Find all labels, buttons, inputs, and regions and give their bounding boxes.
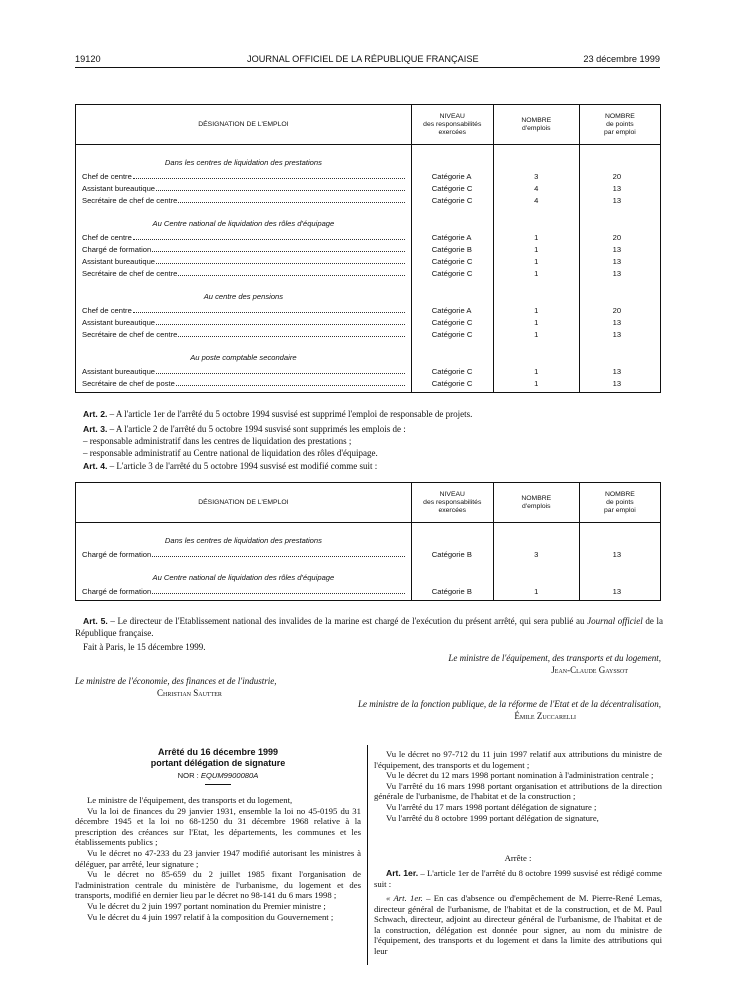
emploi-cell — [76, 231, 412, 243]
emploi-cell — [76, 182, 412, 194]
nombre-points-cell: 20 — [579, 304, 660, 316]
col-nombre-points-l2: de points — [606, 120, 634, 128]
emploi-label: Assistant bureautique — [82, 366, 156, 376]
bottom-spacer-cell — [579, 597, 660, 601]
section-title: Au Centre national de liquidation des rôles d'équipage — [76, 206, 412, 231]
minister-3-name: Émile Zuccarelli — [514, 711, 576, 721]
emploi-cell — [76, 255, 412, 267]
section-title: Au Centre national de liquidation des rôles d'équipage — [76, 560, 412, 585]
table-bottom-spacer — [76, 597, 661, 601]
emplois-table-2 — [75, 482, 661, 601]
bottom-spacer-cell — [493, 597, 579, 601]
arrete-title — [75, 747, 361, 768]
section-spacer — [411, 523, 493, 549]
emploi-label-wrap — [82, 232, 405, 243]
article-4 — [83, 461, 663, 473]
nombre-points-cell: 13 — [579, 328, 660, 340]
niveau-cell: Catégorie C — [411, 316, 493, 328]
leader-dots — [133, 171, 405, 179]
emploi-label: Chargé de formation — [82, 549, 152, 559]
col-nombre-emplois — [493, 105, 579, 145]
arrete-article-1 — [374, 868, 662, 889]
emploi-cell — [76, 328, 412, 340]
nombre-emplois-cell: 4 — [493, 182, 579, 194]
leader-dots — [178, 329, 405, 337]
leader-dots — [133, 232, 405, 240]
col-nombre-points-l3: par emploi — [604, 128, 636, 136]
arrete-art1-text: – L'article 1er de l'arrêté du 8 octobre 1999 susvisé est rédigé comme suit : — [374, 868, 662, 889]
leader-dots — [178, 268, 405, 276]
arrete-right-column — [374, 749, 662, 823]
nombre-points-cell: 20 — [579, 170, 660, 182]
emploi-label: Secrétaire de chef de centre — [82, 268, 178, 278]
table-row — [76, 255, 661, 267]
emploi-label-wrap — [82, 317, 405, 328]
section-spacer — [411, 206, 493, 231]
t2-col-nombre-points-l3: par emploi — [604, 506, 636, 514]
art2-label: Art. 2. — [83, 409, 108, 419]
arrete-art1-label: Art. 1er. — [386, 868, 419, 878]
section-header — [76, 560, 661, 585]
t2-col-designation: DÉSIGNATION DE L'EMPLOI — [76, 483, 412, 523]
emploi-label: Chargé de formation — [82, 586, 152, 596]
section-spacer — [579, 340, 660, 365]
table-row — [76, 377, 661, 389]
section-spacer — [411, 340, 493, 365]
col-nombre-emplois-l1: NOMBRE — [521, 116, 552, 124]
art5-text-b: de la République française. — [75, 616, 664, 638]
emploi-label-wrap — [82, 195, 405, 206]
visa-paragraph: Vu le décret no 85-659 du 2 juillet 1985 fixant l'organisation de l'administration centrale du ministère de l'urbanisme, du logement et des transports, modifié en dernier lieu par le décret no 98-141 du 6 mars 1998 ; — [75, 869, 361, 901]
emploi-cell — [76, 548, 412, 560]
emploi-label-wrap — [82, 244, 405, 255]
table-1-body — [76, 145, 661, 393]
art2-text: – A l'article 1er de l'arrêté du 5 octobre 1994 susvisé est supprimé l'emploi de responsable de projets. — [107, 409, 473, 419]
visa-paragraph: Vu l'arrêté du 8 octobre 1999 portant délégation de signature, — [386, 812, 599, 823]
visa-paragraph: Vu le décret du 12 mars 1998 portant nomination à l'administration centrale ; — [386, 770, 654, 781]
nombre-points-cell: 13 — [579, 194, 660, 206]
emploi-cell — [76, 585, 412, 597]
art5-journal: Journal officiel — [587, 616, 643, 626]
nombre-points-cell: 13 — [579, 182, 660, 194]
emploi-cell — [76, 267, 412, 279]
issue-date: 23 décembre 1999 — [583, 54, 660, 64]
section-spacer — [493, 279, 579, 304]
niveau-cell: Catégorie C — [411, 194, 493, 206]
emploi-cell — [76, 365, 412, 377]
niveau-cell: Catégorie C — [411, 377, 493, 389]
emploi-label-wrap — [82, 329, 405, 340]
t2-col-nombre-emplois-l2: d'emplois — [522, 502, 551, 510]
leader-dots — [152, 549, 405, 557]
section-title: Au centre des pensions — [76, 279, 412, 304]
nombre-emplois-cell: 1 — [493, 328, 579, 340]
table-row — [76, 182, 661, 194]
emploi-label: Chef de centre — [82, 171, 132, 181]
nombre-emplois-cell: 1 — [493, 267, 579, 279]
leader-dots — [156, 256, 405, 264]
table-bottom-spacer — [76, 389, 661, 393]
section-spacer — [579, 523, 660, 549]
minister-1-title: Le ministre de l'équipement, des transports et du logement, — [448, 653, 661, 663]
emploi-label-wrap — [82, 305, 405, 316]
nombre-emplois-cell: 1 — [493, 304, 579, 316]
col-niveau-l1: NIVEAU — [439, 112, 465, 120]
emploi-label-wrap — [82, 256, 405, 267]
section-spacer — [411, 279, 493, 304]
visa-paragraph: Vu le décret no 97-712 du 11 juin 1997 relatif aux attributions du ministre de l'équipement, des transports et du logement ; — [374, 749, 662, 770]
minister-1-name: Jean-Claude Gayssot — [551, 665, 628, 675]
emploi-label-wrap — [82, 171, 405, 182]
nombre-points-cell: 13 — [579, 548, 660, 560]
visa-paragraph: Vu le décret du 2 juin 1997 portant nomination du Premier ministre ; — [87, 900, 326, 911]
emploi-label: Assistant bureautique — [82, 183, 156, 193]
arrete-art1-quote-label: « Art. 1er. — [386, 893, 423, 903]
emploi-label: Chargé de formation — [82, 244, 152, 254]
niveau-cell: Catégorie C — [411, 182, 493, 194]
art3-text: – A l'article 2 de l'arrêté du 5 octobre 1994 susvisé sont supprimés les emplois de : — [107, 424, 406, 434]
niveau-cell: Catégorie B — [411, 548, 493, 560]
emploi-label: Secrétaire de chef de centre — [82, 329, 178, 339]
t2-col-niveau-l2: des responsabilités — [423, 498, 482, 506]
t2-col-niveau — [411, 483, 493, 523]
emploi-cell — [76, 316, 412, 328]
emploi-label: Assistant bureautique — [82, 256, 156, 266]
t2-col-niveau-l1: NIVEAU — [439, 490, 465, 498]
section-spacer — [411, 145, 493, 171]
bottom-spacer-cell — [411, 597, 493, 601]
art4-label: Art. 4. — [83, 461, 108, 471]
nombre-emplois-cell: 1 — [493, 316, 579, 328]
leader-dots — [133, 305, 405, 313]
nombre-emplois-cell: 1 — [493, 585, 579, 597]
section-header — [76, 145, 661, 171]
col-nombre-points-l1: NOMBRE — [604, 112, 635, 120]
nombre-points-cell: 13 — [579, 365, 660, 377]
nombre-points-cell: 13 — [579, 267, 660, 279]
emploi-label-wrap — [82, 183, 405, 194]
article-3 — [83, 424, 663, 436]
column-divider — [367, 745, 368, 965]
niveau-cell: Catégorie C — [411, 267, 493, 279]
minister-2-name: Christian Sautter — [157, 688, 222, 698]
emploi-label: Chef de centre — [82, 305, 132, 315]
section-header — [76, 206, 661, 231]
leader-dots — [152, 586, 405, 594]
table-row — [76, 548, 661, 560]
art5-text-a: – Le directeur de l'Etablissement national des invalides de la marine est chargé de l'exécution du présent arrêté, qui sera publié au — [107, 616, 588, 626]
table-row — [76, 231, 661, 243]
emploi-label-wrap — [82, 378, 405, 389]
section-spacer — [493, 206, 579, 231]
table-2-body — [76, 523, 661, 601]
nombre-emplois-cell: 1 — [493, 377, 579, 389]
t2-col-nombre-points-l2: de points — [606, 498, 634, 506]
col-niveau-l3: exercées — [438, 128, 467, 136]
table-row — [76, 585, 661, 597]
arrete-article-1-quote — [374, 893, 662, 957]
art5-label: Art. 5. — [83, 616, 108, 626]
journal-title: JOURNAL OFFICIEL DE LA RÉPUBLIQUE FRANÇAISE — [247, 54, 479, 64]
niveau-cell: Catégorie B — [411, 585, 493, 597]
emploi-label-wrap — [82, 366, 405, 377]
niveau-cell: Catégorie C — [411, 328, 493, 340]
nombre-points-cell: 20 — [579, 231, 660, 243]
nombre-emplois-cell: 1 — [493, 255, 579, 267]
section-title: Dans les centres de liquidation des prestations — [76, 523, 412, 549]
section-spacer — [579, 560, 660, 585]
art4-text: – L'article 3 de l'arrêté du 5 octobre 1994 susvisé est modifié comme suit : — [107, 461, 378, 471]
arrete-left-column — [75, 795, 361, 922]
t2-col-nombre-points — [579, 483, 660, 523]
section-spacer — [493, 145, 579, 171]
minister-3-title: Le ministre de la fonction publique, de la réforme de l'Etat et de la décentralisation, — [357, 699, 661, 709]
nor-reference — [75, 771, 361, 780]
table-row — [76, 243, 661, 255]
section-title: Au poste comptable secondaire — [76, 340, 412, 365]
emploi-label: Secrétaire de chef de centre — [82, 195, 178, 205]
fait-a-paris: Fait à Paris, le 15 décembre 1999. — [83, 642, 206, 652]
art3-label: Art. 3. — [83, 424, 108, 434]
col-designation: DÉSIGNATION DE L'EMPLOI — [76, 105, 412, 145]
nombre-points-cell: 13 — [579, 377, 660, 389]
nombre-emplois-cell: 4 — [493, 194, 579, 206]
leader-dots — [152, 244, 405, 252]
t2-col-nombre-points-l1: NOMBRE — [604, 490, 635, 498]
nombre-points-cell: 13 — [579, 585, 660, 597]
nombre-points-cell: 13 — [579, 255, 660, 267]
visa-paragraph: Vu le décret du 4 juin 1997 relatif à la composition du Gouvernement ; — [87, 911, 334, 922]
bottom-spacer-cell — [76, 389, 412, 393]
section-header — [76, 523, 661, 549]
emploi-label-wrap — [82, 586, 405, 597]
section-spacer — [493, 560, 579, 585]
niveau-cell: Catégorie B — [411, 243, 493, 255]
leader-dots — [156, 366, 405, 374]
minister-2-title: Le ministre de l'économie, des finances et de l'industrie, — [75, 676, 277, 686]
table-row — [76, 304, 661, 316]
nombre-emplois-cell: 3 — [493, 548, 579, 560]
nor-label: NOR : — [177, 771, 201, 780]
section-header — [76, 279, 661, 304]
niveau-cell: Catégorie A — [411, 170, 493, 182]
table-row — [76, 267, 661, 279]
section-title: Dans les centres de liquidation des prestations — [76, 145, 412, 171]
article-2 — [83, 409, 663, 421]
emploi-cell — [76, 304, 412, 316]
niveau-cell: Catégorie C — [411, 365, 493, 377]
arrete-word: Arrête : — [504, 853, 532, 863]
col-nombre-points — [579, 105, 660, 145]
bottom-spacer-cell — [411, 389, 493, 393]
emploi-cell — [76, 377, 412, 389]
nombre-emplois-cell: 1 — [493, 365, 579, 377]
emploi-label: Secrétaire de chef de poste — [82, 378, 175, 388]
niveau-cell: Catégorie C — [411, 255, 493, 267]
nombre-points-cell: 13 — [579, 243, 660, 255]
leader-dots — [156, 317, 405, 325]
section-spacer — [411, 560, 493, 585]
arrete-art1-quote-text: – En cas d'absence ou d'empêchement de M. Pierre-René Lemas, directeur général de l'urbanisme, de l'habitat et de la construction, et de M. Paul Schwach, directeur, adjoint au directeur général de l'urbanisme, de l'habitat et de la construction, délégation est donnée pour signer, au nom du ministre de l'équipement, des transports et du logement et dans la limite des attributions qui leur — [374, 893, 662, 956]
nombre-emplois-cell: 1 — [493, 231, 579, 243]
emploi-cell — [76, 194, 412, 206]
bottom-spacer-cell — [493, 389, 579, 393]
t2-col-nombre-emplois-l1: NOMBRE — [521, 494, 552, 502]
t2-col-niveau-l3: exercées — [438, 506, 467, 514]
section-spacer — [579, 145, 660, 171]
bottom-spacer-cell — [76, 597, 412, 601]
table-row — [76, 328, 661, 340]
col-niveau — [411, 105, 493, 145]
table-row — [76, 194, 661, 206]
nombre-emplois-cell: 1 — [493, 243, 579, 255]
section-spacer — [493, 340, 579, 365]
article-5 — [75, 616, 663, 639]
emploi-cell — [76, 243, 412, 255]
niveau-cell: Catégorie A — [411, 231, 493, 243]
art3-item-1: – responsable administratif dans les centres de liquidation des prestations ; — [83, 436, 352, 446]
leader-dots — [176, 378, 405, 386]
visa-paragraph: Vu l'arrêté du 17 mars 1998 portant délégation de signature ; — [386, 801, 597, 812]
table-row — [76, 316, 661, 328]
nombre-points-cell: 13 — [579, 316, 660, 328]
emploi-label: Assistant bureautique — [82, 317, 156, 327]
section-spacer — [579, 279, 660, 304]
page-number: 19120 — [75, 54, 101, 64]
section-header — [76, 340, 661, 365]
arrete-title-line-1: Arrêté du 16 décembre 1999 — [157, 747, 279, 757]
col-nombre-emplois-l2: d'emplois — [522, 124, 551, 132]
visa-paragraph: Vu l'arrêté du 16 mars 1998 portant organisation et attributions de la direction générale de l'urbanisme, de l'habitat et de la construction ; — [374, 780, 662, 802]
visa-paragraph: Vu la loi de finances du 29 janvier 1931, ensemble la loi no 45-0195 du 31 décembre 1945 et la loi no 68-1250 du 31 décembre 1968 relative à la prescription des créances sur l'Etat, les départements, les communes et les établissements publics ; — [75, 805, 361, 848]
emplois-table-1 — [75, 104, 661, 393]
title-rule — [205, 784, 231, 785]
nor-code: EQUM9900080A — [200, 771, 259, 780]
header-rule — [75, 67, 660, 68]
niveau-cell: Catégorie A — [411, 304, 493, 316]
section-spacer — [579, 206, 660, 231]
bottom-spacer-cell — [579, 389, 660, 393]
t2-col-nombre-emplois — [493, 483, 579, 523]
emploi-cell — [76, 170, 412, 182]
nombre-emplois-cell: 3 — [493, 170, 579, 182]
arrete-title-line-2: portant délégation de signature — [150, 757, 286, 768]
emploi-label-wrap — [82, 549, 405, 560]
table-row — [76, 170, 661, 182]
col-niveau-l2: des responsabilités — [423, 120, 482, 128]
emploi-label: Chef de centre — [82, 232, 132, 242]
visa-paragraph: Le ministre de l'équipement, des transports et du logement, — [87, 795, 293, 805]
visa-paragraph: Vu le décret no 47-233 du 23 janvier 1947 modifié autorisant les ministres à déléguer, par arrêté, leur signature ; — [75, 847, 361, 869]
art3-item-2: – responsable administratif au Centre national de liquidation des rôles d'équipage. — [83, 448, 378, 458]
leader-dots — [156, 183, 405, 191]
leader-dots — [178, 195, 405, 203]
table-row — [76, 365, 661, 377]
section-spacer — [493, 523, 579, 549]
emploi-label-wrap — [82, 268, 405, 279]
